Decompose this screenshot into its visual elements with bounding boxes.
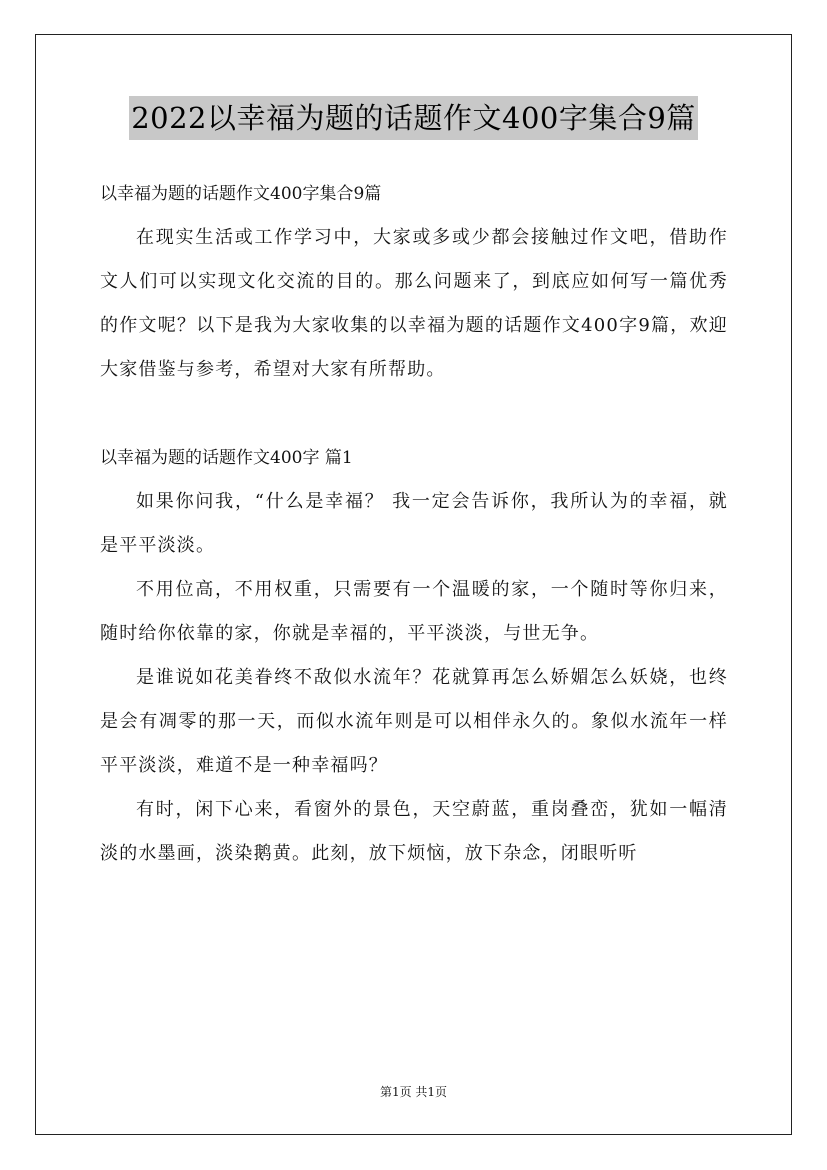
document-body	[100, 172, 728, 876]
body-paragraph: 有时，闲下心来，看窗外的景色，天空蔚蓝，重岗叠峦，犹如一幅清淡的水墨画，淡染鹅黄。此刻，放下烦恼，放下杂念，闭眼听听	[100, 799, 728, 864]
body-paragraph: 如果你问我，“什么是幸福？ 我一定会告诉你，我所认为的幸福，就是平平淡淡。	[100, 491, 728, 556]
section-heading: 以幸福为题的话题作文400字 篇1	[100, 448, 353, 468]
subtitle: 以幸福为题的话题作文400字集合9篇	[100, 184, 382, 204]
document-title: 2022以幸福为题的话题作文400字集合9篇	[129, 96, 698, 140]
body-paragraph: 不用位高，不用权重，只需要有一个温暖的家，一个随时等你归来，随时给你依靠的家，你就是幸福的，平平淡淡，与世无争。	[100, 579, 728, 644]
intro-paragraph: 在现实生活或工作学习中，大家或多或少都会接触过作文吧，借助作文人们可以实现文化交流的目的。那么问题来了，到底应如何写一篇优秀的作文呢？以下是我为大家收集的以幸福为题的话题作文400字9篇，欢迎大家借鉴与参考，希望对大家有所帮助。	[100, 227, 728, 380]
title-container	[0, 96, 827, 140]
page-footer: 第1页 共1页	[379, 1085, 448, 1099]
body-paragraph: 是谁说如花美眷终不敌似水流年？花就算再怎么娇媚怎么妖娆，也终是会有凋零的那一天，而似水流年则是可以相伴永久的。象似水流年一样平平淡淡，难道不是一种幸福吗？	[100, 667, 728, 776]
spacer	[100, 392, 728, 436]
